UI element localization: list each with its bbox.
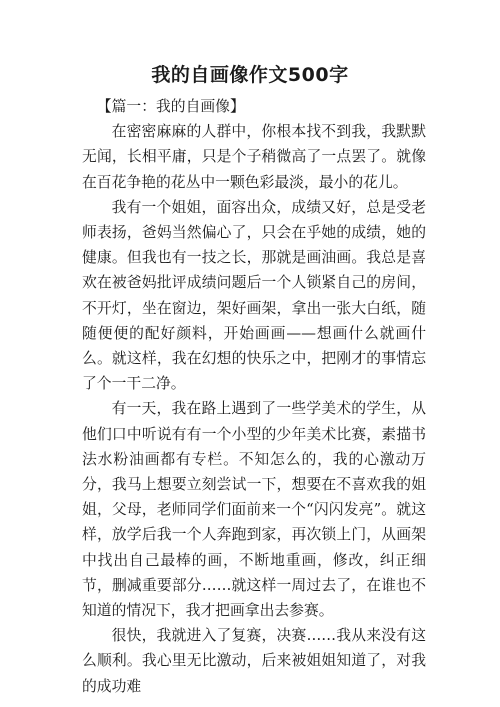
document-title: 我的自画像作文500字 [151,64,349,86]
document-body [82,94,426,699]
paragraph: 在密密麻麻的人群中，你根本找不到我，我默默无闻，长相平庸，只是个子稍微高了一点罢了。就像在百花争艳的花丛中一颗色彩最淡，最小的花儿。 [82,123,426,191]
section-heading: 【篇一：我的自画像】 [96,98,245,115]
paragraph: 我有一个姐姐，面容出众，成绩又好，总是受老师表扬，爸妈当然偏心了，只会在乎她的成绩，她的健康。但我也有一技之长，那就是画油画。我总是喜欢在被爸妈批评成绩问题后一个人锁紧自己的房间，不开灯，坐在窗边，架好画架，拿出一张大白纸，随随便便的配好颜料，开始画画——想画什么就画什么。就这样，我在幻想的快乐之中，把刚才的事情忘了个一干二净。 [82,198,426,393]
paragraph: 很快，我就进入了复赛，决赛……我从来没有这么顺利。我心里无比激动，后来被姐姐知道了，对我的成功难 [82,627,426,695]
paragraph: 有一天，我在路上遇到了一些学美术的学生，从他们口中听说有有一个小型的少年美术比赛，素描书法水粉油画都有专栏。不知怎么的，我的心激动万分，我马上想要立刻尝试一下，想要在不喜欢我的姐姐，父母，老师同学们面前来一个“闪闪发亮”。就这样，放学后我一个人奔跑到家，再次锁上门，从画架中找出自己最棒的画，不断地重画，修改，纠正细节，删减重要部分……就这样一周过去了，在谁也不知道的情况下，我才把画拿出去参赛。 [82,400,426,620]
